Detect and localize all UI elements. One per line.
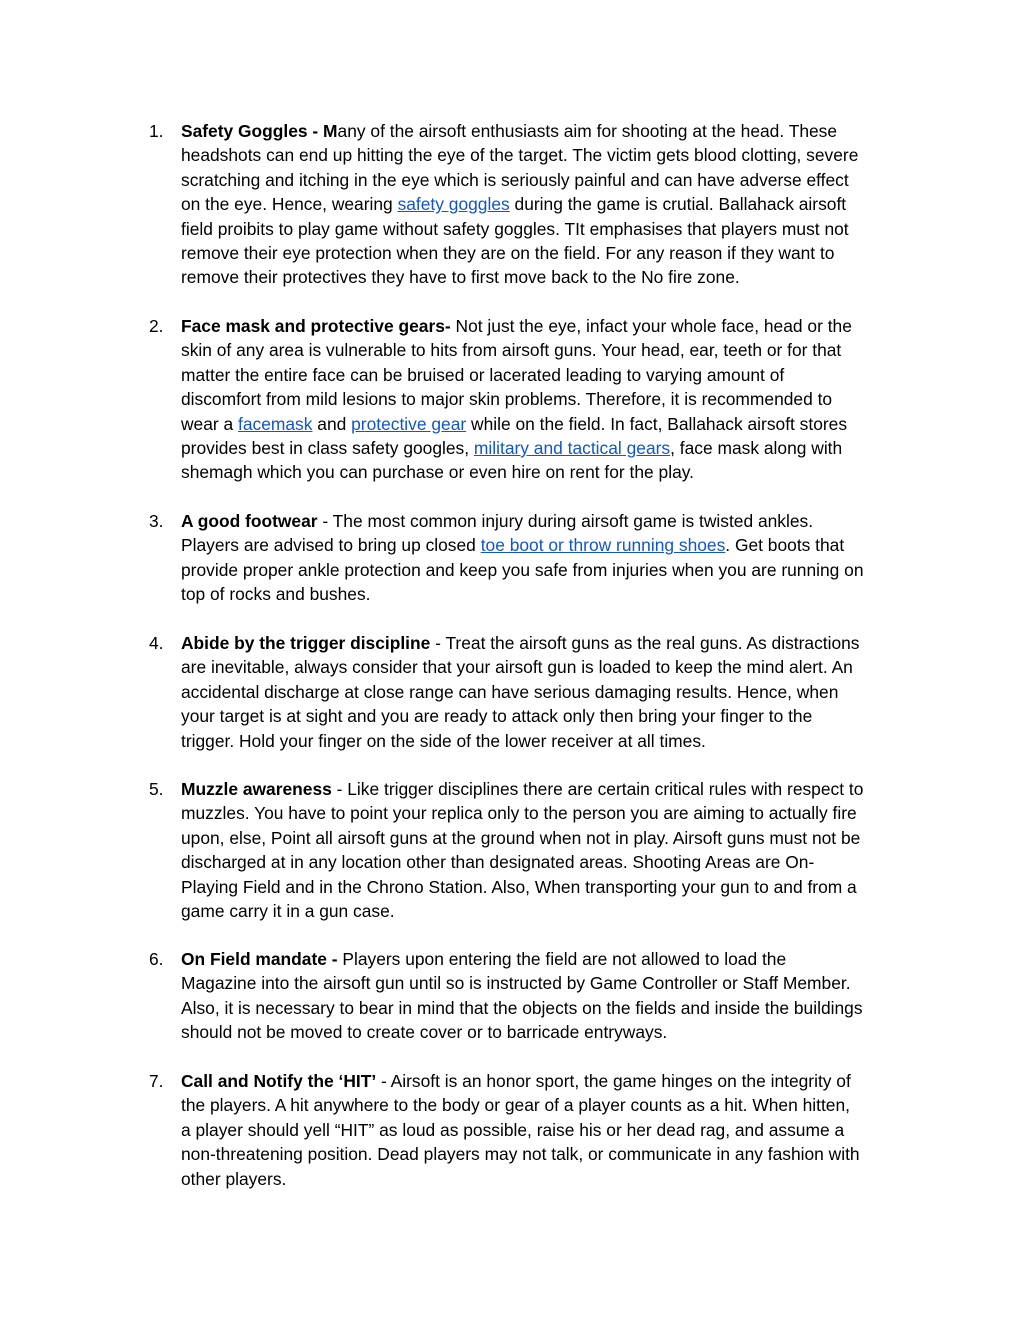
body-text: during the game is crutial. Ballahack airsoft: [509, 194, 847, 215]
body-text: remove their protectives they have to first move back to the No fire zone.: [181, 267, 740, 288]
text-line: [181, 655, 909, 679]
list-item-number: 5.: [149, 779, 164, 799]
item-heading: Face mask and protective gears-: [181, 316, 451, 336]
body-text: Players upon entering the field are not allowed to load the: [337, 949, 787, 969]
body-text: Magazine into the airsoft gun until so is instructed by Game Controller or Staff Member.: [181, 973, 851, 994]
text-line: [181, 509, 909, 533]
list-item-number: 1.: [149, 121, 164, 141]
text-line: [181, 217, 909, 241]
body-text: remove their eye protection when they are on the field. For any reason if they want to: [181, 242, 835, 263]
list-item-number: 6.: [149, 949, 164, 969]
text-line: [181, 1093, 909, 1117]
body-text: muzzles. You have to point your replica only to the person you are aiming to actually fire: [181, 803, 857, 824]
body-text: any of the airsoft enthusiasts aim for shooting at the head. These: [337, 121, 838, 141]
body-text: discharged at in any location other than designated areas. Shooting Areas are On-: [181, 852, 815, 873]
item-heading: Call and Notify the ‘HIT’: [181, 1071, 377, 1091]
list-item-text: [181, 509, 909, 607]
text-line: [181, 387, 909, 411]
inline-link[interactable]: toe boot or throw running shoes: [480, 535, 726, 556]
body-text: non-threatening position. Dead players may not talk, or communicate in any fashion with: [181, 1144, 860, 1165]
text-line: [181, 1167, 909, 1191]
body-text: , face mask along with: [670, 437, 843, 458]
text-line: [181, 460, 909, 484]
body-text: provides best in class safety googles,: [181, 437, 474, 458]
text-line: [181, 338, 909, 362]
body-text: Not just the eye, infact your whole face, head or the: [450, 316, 852, 336]
text-line: [181, 412, 909, 436]
list-item-number: 3.: [149, 511, 164, 531]
inline-link[interactable]: protective gear: [351, 413, 467, 434]
body-text: field proibits to play game without safety goggles. TIt emphasises that players must not: [181, 218, 849, 239]
text-line: [181, 314, 909, 338]
body-text: upon, else, Point all airsoft guns at the ground when not in play. Airsoft guns must not be: [181, 827, 861, 848]
body-text: - The most common injury during airsoft game is twisted ankles.: [317, 511, 814, 531]
inline-link[interactable]: facemask: [238, 413, 313, 434]
text-line: [181, 241, 909, 265]
body-text: headshots can end up hitting the eye of the target. The victim gets blood clotting, severe: [181, 145, 859, 166]
body-text: other players.: [181, 1168, 287, 1189]
body-text: - Like trigger disciplines there are certain critical rules with respect to: [331, 779, 864, 799]
list-item-number: 4.: [149, 633, 164, 653]
text-line: [181, 729, 909, 753]
text-line: [181, 1118, 909, 1142]
item-heading: A good footwear: [181, 511, 318, 531]
text-line: [181, 996, 909, 1020]
body-text: while on the field. In fact, Ballahack airsoft stores: [466, 413, 848, 434]
text-line: [181, 971, 909, 995]
text-line: [181, 143, 909, 167]
text-line: [181, 533, 909, 557]
body-text: accidental discharge at close range can have serious damaging results. Hence, when: [181, 681, 839, 702]
body-text: wear a: [181, 413, 239, 434]
text-line: [181, 1069, 909, 1093]
body-text: matter the entire face can be bruised or lacerated leading to varying amount of: [181, 364, 785, 385]
list-item-text: [181, 631, 909, 753]
text-line: [181, 168, 909, 192]
list-item-number: 7.: [149, 1071, 164, 1091]
body-text: Players are advised to bring up closed: [181, 535, 481, 556]
text-line: [181, 192, 909, 216]
item-heading: Safety Goggles - M: [181, 121, 338, 141]
text-line: [181, 947, 909, 971]
text-line: [181, 704, 909, 728]
text-line: [181, 801, 909, 825]
body-text: - Treat the airsoft guns as the real guns. As distractions: [430, 633, 860, 653]
text-line: [181, 119, 909, 143]
text-line: [181, 680, 909, 704]
list-item-number: 2.: [149, 316, 164, 336]
text-line: [181, 265, 909, 289]
body-text: discomfort from mild lesions to major skin problems. Therefore, it is recommended to: [181, 389, 833, 410]
text-line: [181, 826, 909, 850]
body-text: Playing Field and in the Chrono Station. Also, When transporting your gun to and from a: [181, 876, 857, 897]
body-text: top of rocks and bushes.: [181, 584, 371, 605]
text-line: [181, 558, 909, 582]
body-text: skin of any area is vulnerable to hits from airsoft guns. Your head, ear, teeth or for that: [181, 340, 842, 361]
text-line: [181, 777, 909, 801]
body-text: a player should yell “HIT” as loud as possible, raise his or her dead rag, and assume a: [181, 1119, 845, 1140]
body-text: - Airsoft is an honor sport, the game hinges on the integrity of: [376, 1071, 851, 1091]
body-text: scratching and itching in the eye which is seriously painful and can have adverse effect: [181, 169, 849, 190]
body-text: should not be moved to create cover or to barricade entryways.: [181, 1022, 668, 1043]
body-text: your target is at sight and you are ready to attack only then bring your finger to the: [181, 706, 813, 727]
text-line: [181, 1142, 909, 1166]
body-text: trigger. Hold your finger on the side of the lower receiver at all times.: [181, 730, 706, 751]
text-line: [181, 1020, 909, 1044]
body-text: and: [312, 413, 352, 434]
list-item-text: [181, 1069, 909, 1191]
body-text: shemagh which you can purchase or even hire on rent for the play.: [181, 462, 694, 483]
body-text: the players. A hit anywhere to the body or gear of a player counts as a hit. When hitten,: [181, 1095, 850, 1116]
body-text: Also, it is necessary to bear in mind that the objects on the fields and inside the buildings: [181, 997, 863, 1018]
body-text: . Get boots that: [725, 535, 845, 556]
list-item-text: [181, 119, 909, 290]
text-line: [181, 899, 909, 923]
text-line: [181, 850, 909, 874]
text-line: [181, 582, 909, 606]
item-heading: Muzzle awareness: [181, 779, 332, 799]
list-item-text: [181, 777, 909, 923]
list-item-text: [181, 314, 909, 485]
body-text: are inevitable, always consider that your airsoft gun is loaded to keep the mind alert. An: [181, 657, 853, 678]
item-heading: On Field mandate -: [181, 949, 338, 969]
item-heading: Abide by the trigger discipline: [181, 633, 431, 653]
text-line: [181, 875, 909, 899]
body-text: provide proper ankle protection and keep you safe from injuries when you are running on: [181, 559, 864, 580]
inline-link[interactable]: military and tactical gears: [473, 437, 671, 458]
list-item-text: [181, 947, 909, 1045]
inline-link[interactable]: safety goggles: [397, 194, 510, 215]
text-line: [181, 436, 909, 460]
body-text: on the eye. Hence, wearing: [181, 194, 398, 215]
text-line: [181, 631, 909, 655]
text-line: [181, 363, 909, 387]
body-text: game carry it in a gun case.: [181, 900, 395, 921]
